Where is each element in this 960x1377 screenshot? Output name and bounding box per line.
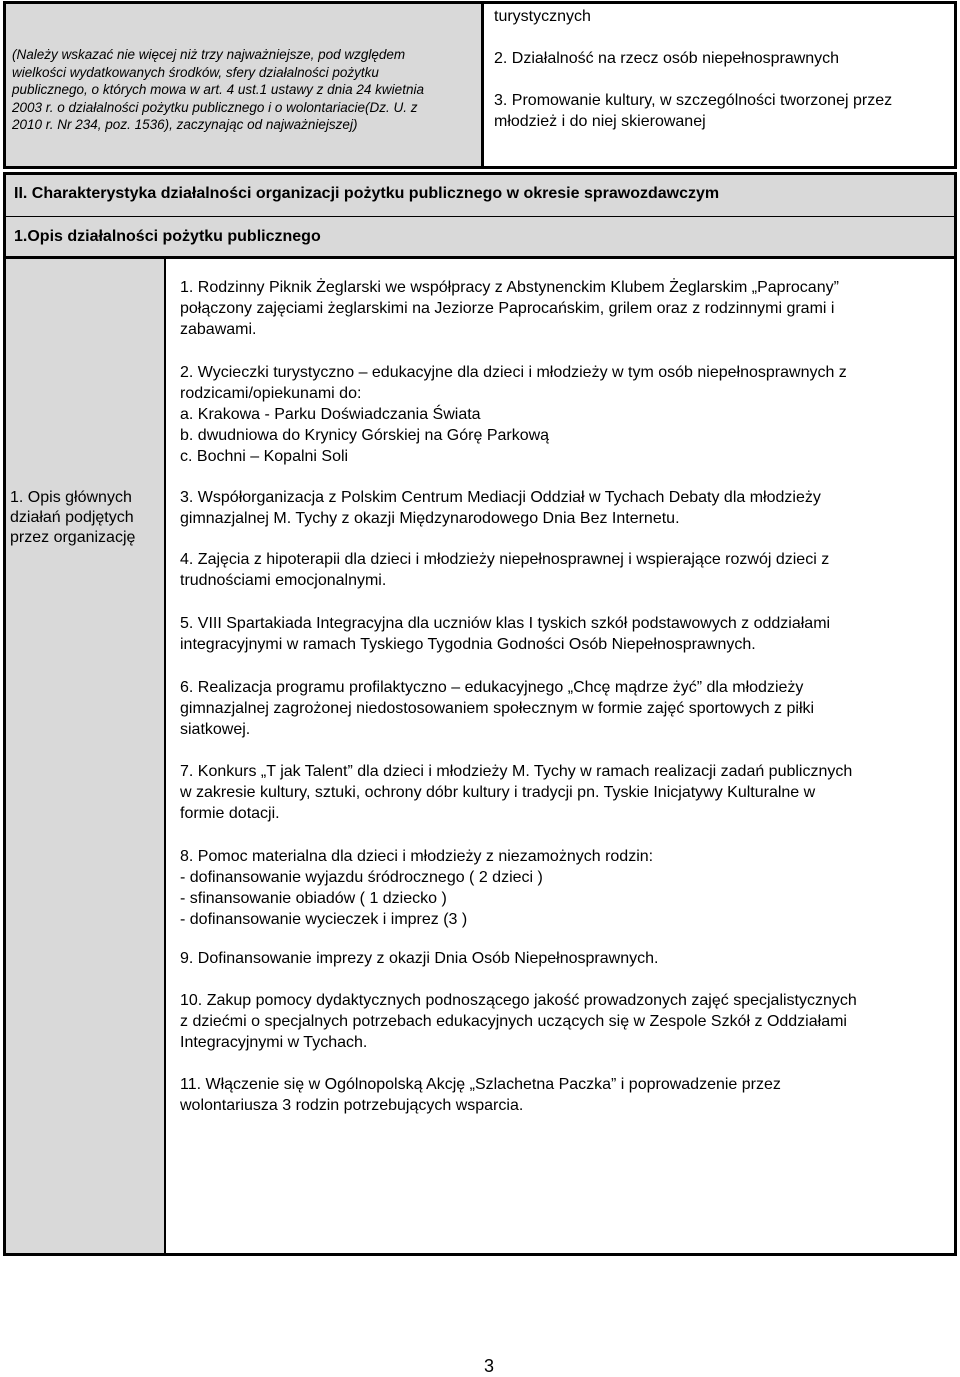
- activity-line: - dofinansowanie wycieczek i imprez (3 ): [180, 911, 468, 928]
- section-heading: [3, 172, 957, 216]
- activity-line: b. dwudniowa do Krynicy Górskiej na Górę Parkową: [180, 427, 550, 444]
- scope-instruction-cell: [6, 4, 484, 166]
- activity-item: [180, 677, 940, 740]
- activity-line: 3. Współorganizacja z Polskim Centrum Mediacji Oddział w Tychach Debaty dla młodzieży: [180, 489, 821, 506]
- label-line: działań podjętych: [10, 509, 134, 526]
- section-heading-text: II. Charakterystyka działalności organizacji pożytku publicznego w okresie sprawozdawczym: [14, 185, 720, 202]
- activity-item: [180, 277, 940, 340]
- scope-table: [3, 1, 957, 169]
- activity-item: [180, 487, 940, 529]
- activity-line: 11. Włączenie się w Ogólnopolską Akcję „Szlachetna Paczka” i poprowadzenie przez: [180, 1076, 781, 1093]
- activity-line: połączony zajęciami żeglarskimi na Jeziorze Paprocańskim, grilem oraz z rodzinnymi grami i: [180, 300, 835, 317]
- scope-line: 3. Promowanie kultury, w szczególności tworzonej przez: [494, 92, 893, 109]
- activity-line: - sfinansowanie obiadów ( 1 dziecko ): [180, 890, 447, 907]
- activity-line: siatkowej.: [180, 721, 251, 738]
- activity-line: gimnazjalnej M. Tychy z okazji Międzynarodowego Dnia Bez Internetu.: [180, 510, 680, 527]
- subheading: [3, 216, 957, 256]
- activity-line: w zakresie kultury, sztuki, ochrony dóbr kultury i tradycji pn. Tyskie Inicjatywy Kulturalne w: [180, 784, 816, 801]
- scope-line: turystycznych: [494, 8, 591, 25]
- activity-line: c. Bochni – Kopalni Soli: [180, 448, 349, 465]
- activities-table: [3, 256, 957, 1256]
- activity-line: 5. VIII Spartakiada Integracyjna dla uczniów klas I tyskich szkół podstawowych z oddziałami: [180, 615, 831, 632]
- activity-line: 4. Zajęcia z hipoterapii dla dzieci i młodzieży niepełnosprawnej i wspierające rozwój dzieci z: [180, 551, 830, 568]
- activity-item: [180, 362, 940, 467]
- scope-line: młodzież i do niej skierowanej: [494, 113, 706, 130]
- scope-instruction-text: [12, 46, 478, 134]
- activity-item: [180, 1074, 940, 1116]
- activity-line: 9. Dofinansowanie imprezy z okazji Dnia Osób Niepełnosprawnych.: [180, 950, 659, 967]
- instruction-line: wielkości wydatkowanych środków, sfery działalności pożytku: [12, 64, 379, 80]
- activity-line: wolontariusza 3 rodzin potrzebujących wsparcia.: [180, 1097, 524, 1114]
- activity-line: - dofinansowanie wyjazdu śródrocznego ( 2 dzieci ): [180, 869, 543, 886]
- activity-line: 2. Wycieczki turystyczno – edukacyjne dla dzieci i młodzieży w tym osób niepełnosprawnych z: [180, 364, 847, 381]
- label-line: 1. Opis głównych: [10, 489, 132, 506]
- activity-line: rodzicami/opiekunami do:: [180, 385, 362, 402]
- activity-line: 8. Pomoc materialna dla dzieci i młodzieży z niezamożnych rodzin:: [180, 848, 654, 865]
- activity-item: [180, 761, 940, 824]
- activity-item: [180, 948, 940, 969]
- activity-line: zabawami.: [180, 321, 257, 338]
- activity-line: 6. Realizacja programu profilaktyczno – edukacyjnego „Chcę mądrze żyć” dla młodzieży: [180, 679, 804, 696]
- activity-line: integracyjnymi w ramach Tyskiego Tygodnia Godności Osób Niepełnosprawnych.: [180, 636, 756, 653]
- activities-label: [10, 488, 162, 548]
- instruction-line: 2010 r. Nr 234, poz. 1536), zaczynając od najważniejszej): [12, 117, 358, 132]
- activity-item: [180, 613, 940, 655]
- activity-item: [180, 846, 940, 930]
- activity-line: 1. Rodzinny Piknik Żeglarski we współpracy z Abstynenckim Klubem Żeglarskim „Paprocany”: [180, 279, 839, 296]
- instruction-line: (Należy wskazać nie więcej niż trzy najważniejsze, pod względem: [12, 47, 406, 62]
- scope-line: 2. Działalność na rzecz osób niepełnosprawnych: [494, 50, 840, 67]
- activity-item: [180, 990, 940, 1053]
- activity-line: 10. Zakup pomocy dydaktycznych podnoszącego jakość prowadzonych zajęć specjalistycznych: [180, 992, 857, 1009]
- activity-line: trudnościami emocjonalnymi.: [180, 572, 387, 589]
- activity-line: z dziećmi o specjalnych potrzebach edukacyjnych uczących się w Zespole Szkół z Oddziałami: [180, 1013, 847, 1030]
- scope-list-cell: [484, 4, 954, 166]
- page-number: 3: [484, 1356, 495, 1376]
- activity-item: [180, 549, 940, 591]
- activity-line: a. Krakowa - Parku Doświadczania Świata: [180, 406, 481, 423]
- label-line: przez organizację: [10, 529, 136, 546]
- activity-line: gimnazjalnej zagrożonej niedostosowaniem społecznym w formie zajęć sportowych z piłki: [180, 700, 815, 717]
- activity-line: Integracyjnymi w Tychach.: [180, 1034, 368, 1051]
- instruction-line: publicznego, o których mowa w art. 4 ust.1 ustawy z dnia 24 kwietnia: [12, 82, 424, 97]
- activities-label-cell: [6, 259, 166, 1253]
- subheading-text: 1.Opis działalności pożytku publicznego: [14, 228, 321, 245]
- activity-line: formie dotacji.: [180, 805, 280, 822]
- activity-line: 7. Konkurs „T jak Talent” dla dzieci i młodzieży M. Tychy w ramach realizacji zadań publicznych: [180, 763, 853, 780]
- instruction-line: 2003 r. o działalności pożytku publicznego i o wolontariacie(Dz. U. z: [12, 99, 418, 115]
